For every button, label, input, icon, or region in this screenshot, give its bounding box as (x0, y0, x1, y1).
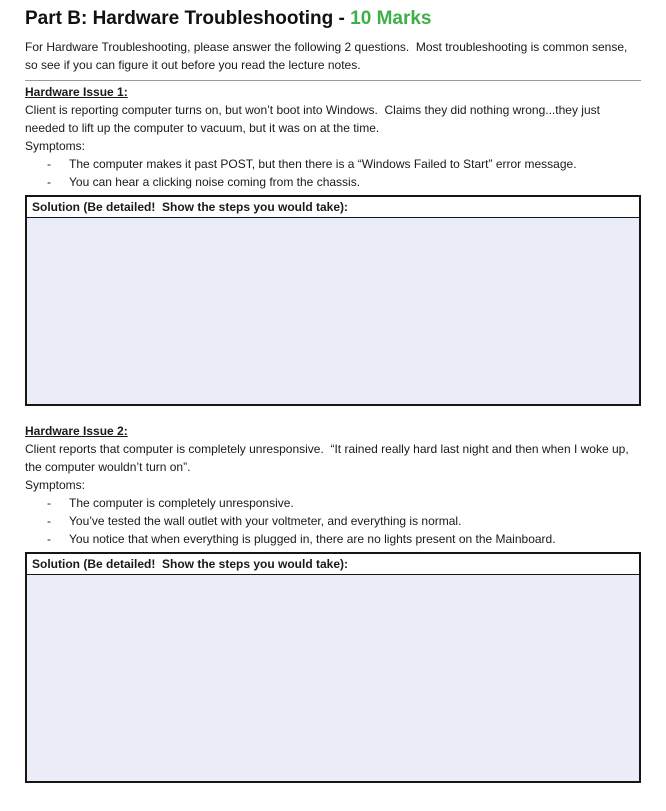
issue-1-solution-label: Solution (Be detailed! Show the steps you would take): (27, 197, 639, 218)
issue-2-solution-box (25, 552, 641, 783)
symptom-item: - You notice that when everything is plugged in, there are no lights present on the Mainboard. (25, 530, 641, 548)
issue-1-heading: Hardware Issue 1: (25, 85, 128, 99)
section-divider (25, 80, 641, 81)
issue-2-symptoms-label: Symptoms: (25, 478, 86, 492)
issue-1-section (25, 85, 641, 406)
issue-1-solution-answer-area[interactable] (27, 218, 639, 404)
page-title (25, 8, 641, 30)
page-title-marks: 10 Marks (350, 8, 432, 29)
page-title-text: Part B: Hardware Troubleshooting - (25, 8, 351, 29)
symptom-item: - The computer makes it past POST, but then there is a “Windows Failed to Start” error message. (25, 155, 641, 173)
issue-1-symptoms-list (25, 155, 641, 191)
issue-1-solution-box (25, 195, 641, 406)
symptom-item: - You’ve tested the wall outlet with your voltmeter, and everything is normal. (25, 512, 641, 530)
issue-2-heading: Hardware Issue 2: (25, 424, 128, 438)
issue-2-section (25, 424, 641, 783)
issue-2-solution-label: Solution (Be detailed! Show the steps you would take): (27, 554, 639, 575)
symptom-item: - The computer is completely unresponsive. (25, 494, 641, 512)
issue-2-symptoms-list (25, 494, 641, 548)
issue-1-description: Client is reporting computer turns on, but won’t boot into Windows. Claims they did nothing wrong...they just needed to lift up the computer to vacuum, but it was on at the time. (25, 103, 604, 135)
issue-1-symptoms-label: Symptoms: (25, 139, 86, 153)
symptom-item: - You can hear a clicking noise coming from the chassis. (25, 173, 641, 191)
issue-2-solution-answer-area[interactable] (27, 575, 639, 781)
intro-paragraph: For Hardware Troubleshooting, please answer the following 2 questions. Most troubleshooting is common sense, so see if you can figure it out before you read the lecture notes. (25, 40, 631, 72)
issue-2-description: Client reports that computer is completely unresponsive. “It rained really hard last night and then when I woke up, the computer wouldn’t turn on”. (25, 442, 632, 474)
